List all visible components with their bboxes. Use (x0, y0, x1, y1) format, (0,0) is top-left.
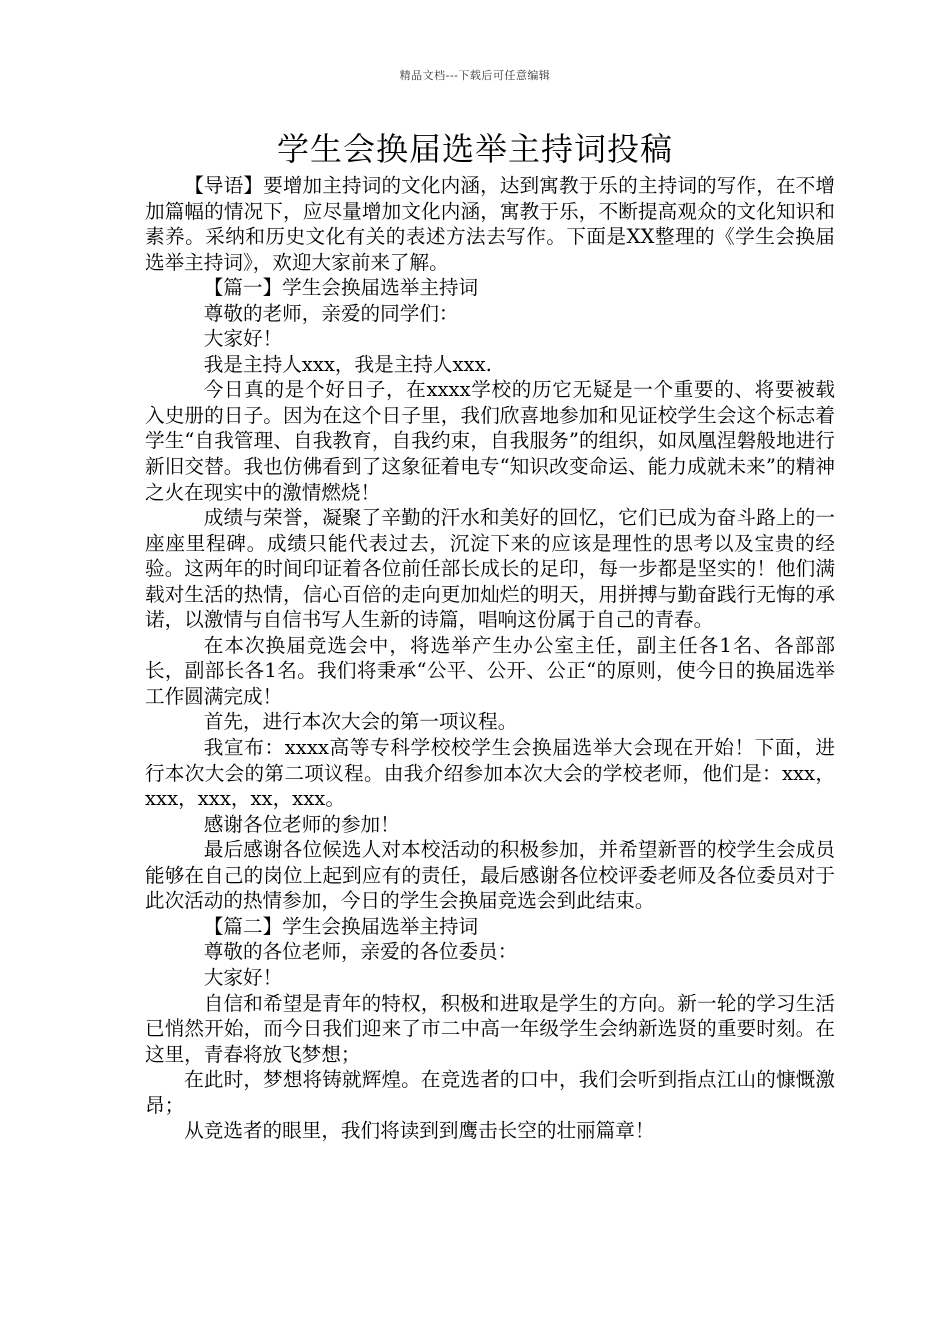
paragraph-greeting: 大家好！ (203, 327, 283, 351)
paragraph-salutation: 尊敬的各位老师，亲爱的各位委员： (203, 940, 518, 964)
paragraph-thanks: 感谢各位老师的参加！ (203, 812, 400, 836)
document-body (145, 173, 835, 1144)
paragraph-body: 自信和希望是青年的特权，积极和进取是学生的方向。新一轮的学习生活已悄然开始，而今日我们迎来了市二中高一年级学生会纳新选贤的重要时刻。在这里，青春将放飞梦想； (145, 991, 835, 1066)
paragraph-body: 今日真的是个好日子，在xxxx学校的历它无疑是一个重要的、将要被载入史册的日子。因为在这个日子里，我们欣喜地参加和见证校学生会这个标志着学生“自我管理、自我教育，自我约束，自我服务”的组织，如凤凰涅磐般地进行新旧交替。我也仿佛看到了这象征着电专“知识改变命运、能力成就未来”的精神之火在现实中的激情燃烧！ (145, 378, 835, 504)
paragraph-greeting: 大家好！ (203, 965, 283, 989)
paragraph-salutation: 尊敬的老师，亲爱的同学们： (203, 301, 459, 325)
paragraph-body: 我宣布：xxxx高等专科学校校学生会换届选举大会现在开始！下面，进行本次大会的第二项议程。由我介绍参加本次大会的学校老师，他们是：xxx，xxx，xxx，xx，xxx。 (145, 736, 835, 811)
paragraph-body: 在本次换届竞选会中，将选举产生办公室主任，副主任各1名、各部部长，副部长各1名。我们将秉承“公平、公开、公正“的原则，使今日的换届选举工作圆满完成！ (145, 633, 835, 708)
section-heading-part-one: 【篇一】学生会换届选举主持词 (203, 276, 479, 300)
paragraph-host-intro: 我是主持人xxx，我是主持人xxx. (203, 352, 492, 376)
document-title: 学生会换届选举主持词投稿 (276, 130, 673, 168)
page-header-watermark: 精品文档---下载后可任意编辑 (399, 69, 551, 82)
paragraph-body: 从竞选者的眼里，我们将读到到鹰击长空的壮丽篇章！ (184, 1119, 655, 1143)
paragraph-intro: 【导语】要增加主持词的文化内涵，达到寓教于乐的主持词的写作，在不增加篇幅的情况下，应尽量增加文化内涵，寓教于乐，不断提高观众的文化知识和素养。采纳和历史文化有关的表述方法去写作。下面是XX整理的《学生会换届选举主持词》，欢迎大家前来了解。 (145, 174, 835, 274)
section-heading-part-two: 【篇二】学生会换届选举主持词 (203, 914, 479, 938)
paragraph-body: 最后感谢各位候选人对本校活动的积极参加，并希望新晋的校学生会成员能够在自己的岗位上起到应有的责任，最后感谢各位校评委老师及各位委员对于此次活动的热情参加，今日的学生会换届竞选会到此结束。 (145, 838, 835, 913)
paragraph-agenda: 首先，进行本次大会的第一项议程。 (203, 710, 518, 734)
paragraph-body: 成绩与荣誉，凝聚了辛勤的汗水和美好的回忆，它们已成为奋斗路上的一座座里程碑。成绩只能代表过去，沉淀下来的应该是理性的思考以及宝贵的经验。这两年的时间印证着各位前任部长成长的足印，每一步都是坚实的！他们满载对生活的热情，信心百倍的走向更加灿烂的明天，用拼搏与勤奋践行无悔的承诺，以激情与自信书写人生新的诗篇，唱响这份属于自己的青春。 (145, 506, 835, 632)
paragraph-body: 在此时，梦想将铸就辉煌。在竞选者的口中，我们会听到指点江山的慷慨激昂； (145, 1068, 835, 1117)
